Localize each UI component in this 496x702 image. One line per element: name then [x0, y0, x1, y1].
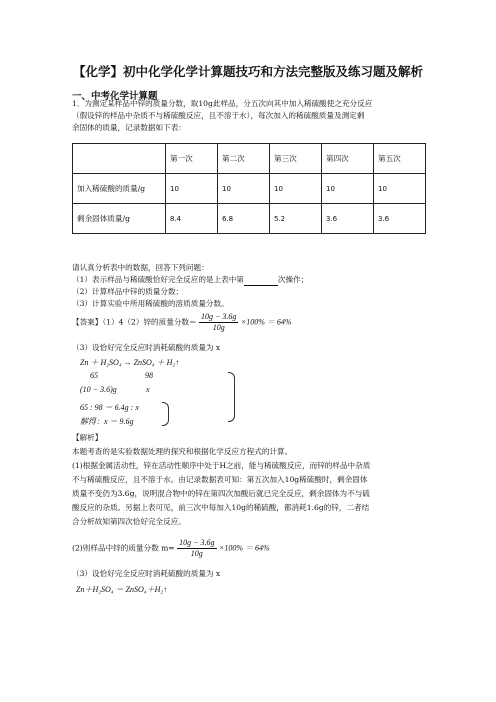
analysis-line: 酸反应的杂质。另据上表可见，前三次中每加入10g的稀硫酸，都消耗1.6g的锌，二者结 — [72, 503, 370, 512]
molar-mass-h2so4: 98 — [145, 371, 153, 380]
question-line-2: （假设锌的样品中杂质不与稀硫酸反应，且不溶于水），每次加入的稀硫酸质量及测定剩 — [72, 111, 365, 120]
table-cell: 3.6 — [374, 204, 426, 234]
row-label: 剩余固体质量/g — [73, 204, 166, 234]
reaction-equation: Zn ＋ H₂SO₄ → ZnSO₄ ＋ H₂↑ — [80, 358, 180, 367]
analysis-formula-lead: (2)则样品中锌的质量分数 m= — [72, 543, 178, 553]
analysis-line: 合分析故知第四次恰好完全反应。 — [72, 517, 186, 526]
subquestion-1-text: （1）表示样品与稀硫酸恰好完全反应的是上表中第 — [72, 275, 244, 284]
table-header-cell: 第四次 — [322, 144, 374, 174]
prompt-text: 请认真分析表中的数据，回答下列问题： — [72, 263, 209, 272]
fraction-denominator: 10g — [212, 323, 225, 332]
table-cell: 3.6 — [322, 204, 374, 234]
data-table — [72, 143, 426, 234]
table-cell: 8.4 — [166, 204, 218, 234]
analysis-equation: Zn＋H₂SO₄ ＝ ZnSO₄＋H₂↑ — [76, 585, 168, 594]
section-heading: 一、中考化学计算题 — [72, 91, 158, 102]
answer-fraction — [199, 312, 238, 333]
analysis-fraction — [177, 538, 216, 559]
table-header-cell: 第三次 — [270, 144, 322, 174]
analysis-heading: 【解析】 — [72, 433, 103, 442]
brace — [228, 372, 235, 422]
page-title: 【化学】初中化学化学计算题技巧和方法完整版及练习题及解析 — [72, 64, 423, 79]
analysis-line: 不与稀硫酸反应，且不溶于水。由记录数据表可知：第五次加入10g稀硫酸时，剩余固体 — [72, 475, 368, 484]
fraction-denominator: 10g — [190, 549, 203, 558]
table-cell: 10 — [218, 174, 270, 204]
row-label: 加入稀硫酸的质量/g — [73, 174, 166, 204]
analysis-formula-line — [72, 538, 270, 559]
question-line-1: 1．为测定某样品中锌的质量分数，取10g此样品，分五次向其中加入稀硫酸使之充分反应 — [72, 99, 373, 108]
analysis-line: 质量不变仍为3.6g，说明混合物中的锌在第四次加酸后就已完全反应，剩余固体为不与硫 — [72, 489, 370, 498]
subquestion-1-tail: 次操作； — [277, 275, 309, 284]
zinc-mass: (10 − 3.6)g — [80, 385, 117, 394]
table-cell: 10 — [322, 174, 374, 204]
analysis-line: 本题考查的是实验数据处理的探究和根据化学反应方程式的计算。 — [72, 447, 293, 456]
analysis-line: （3）设恰好完全反应时消耗硫酸的质量为 x — [72, 569, 221, 578]
molar-mass-zn: 65 — [90, 371, 98, 380]
brace — [162, 402, 169, 426]
question-line-3: 余固体的质量，记录数据如下表： — [72, 123, 186, 132]
subquestion-2: （2）计算样品中锌的质量分数； — [72, 287, 184, 296]
fraction-numerator: 10g − 3.6g — [179, 538, 215, 547]
table-header-cell: 第二次 — [218, 144, 270, 174]
fraction-tail: ×100% ＝ 64% — [240, 317, 292, 327]
ratio-equation: 65 : 98 ＝ 6.4g : x — [80, 403, 139, 412]
table-cell: 6.8 — [218, 204, 270, 234]
fraction-tail: ×100% ＝ 64% — [218, 543, 270, 553]
table-header-cell — [73, 144, 166, 174]
answer-step3: （3）设恰好完全反应时消耗硫酸的质量为 x — [72, 343, 221, 352]
subquestion-1 — [72, 274, 308, 286]
table-cell: 10 — [166, 174, 218, 204]
answer-lead: 【答案】（1）4（2）锌的质量分数＝ — [72, 317, 197, 327]
table-cell: 10 — [374, 174, 426, 204]
subquestion-3: （3）计算实验中所用稀硫酸的溶质质量分数。 — [72, 299, 229, 308]
solution-line: 解得：x ＝ 9.6g — [80, 417, 134, 426]
table-header-row — [73, 144, 426, 174]
table-row — [73, 174, 426, 204]
answer-line — [72, 312, 292, 333]
table-header-cell: 第五次 — [374, 144, 426, 174]
table-cell: 5.2 — [270, 204, 322, 234]
table-cell: 10 — [270, 174, 322, 204]
table-header-cell: 第一次 — [166, 144, 218, 174]
answer-blank — [244, 277, 278, 286]
unknown-x: x — [146, 385, 150, 394]
analysis-line: (1)根据金属活动性，锌在活动性顺序中处于H之前，能与稀硫酸反应，而锌的样品中杂质 — [72, 461, 371, 470]
table-row — [73, 204, 426, 234]
fraction-numerator: 10g − 3.6g — [201, 312, 237, 321]
